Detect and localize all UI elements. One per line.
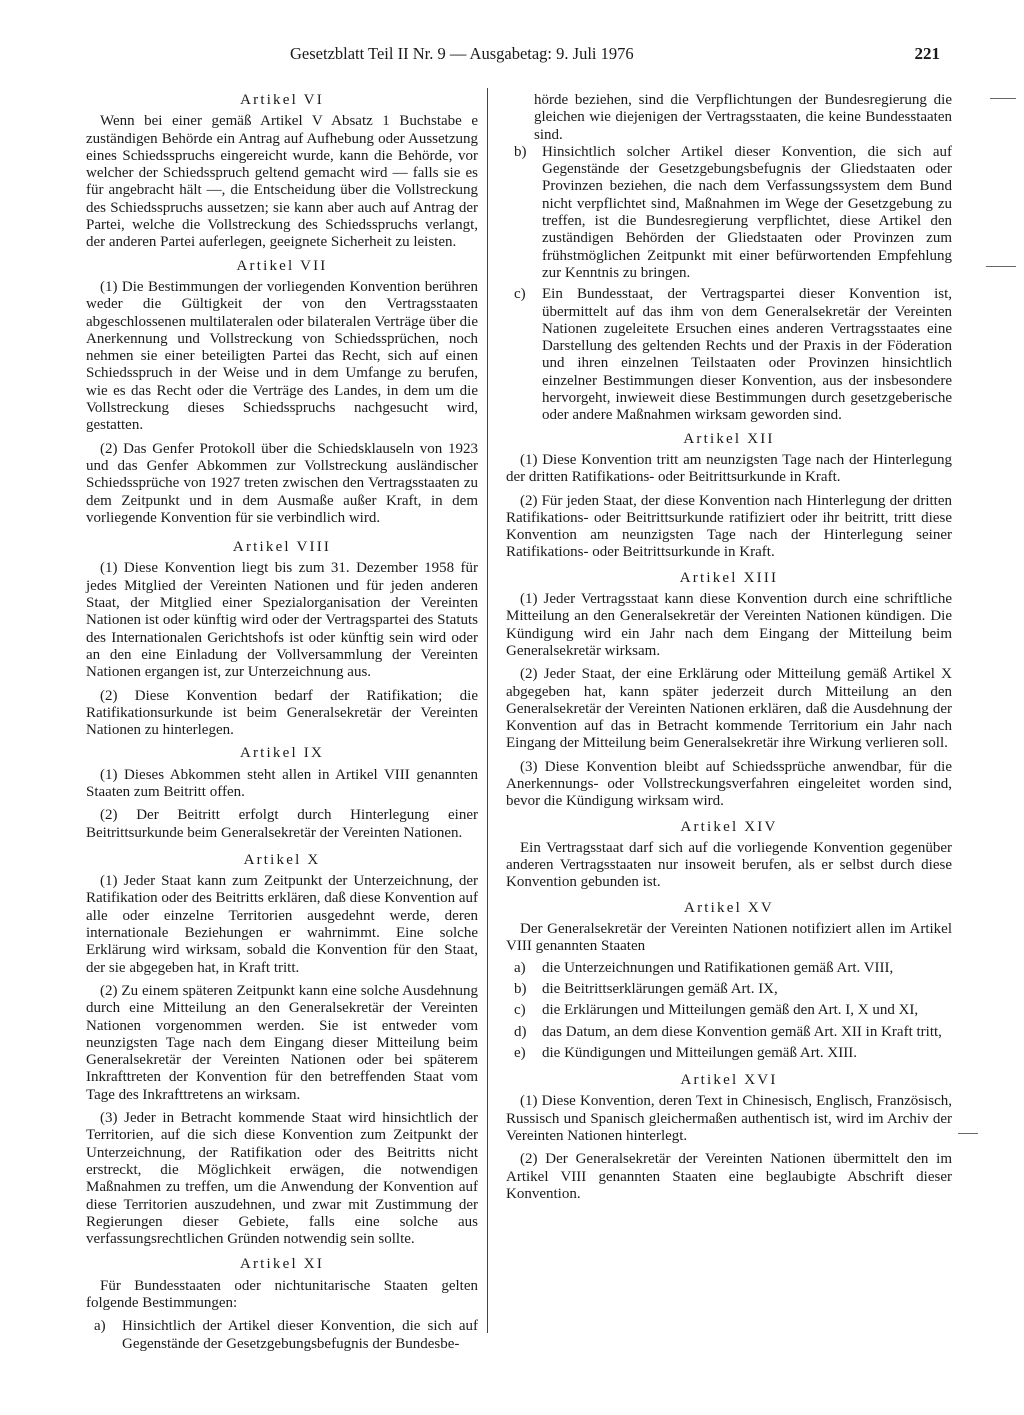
item-text: Ein Bundesstaat, der Vertragspartei dieser Konvention ist, übermittelt auf das ihm von dem Generalsekretär der Vereinten Nationen zugeleitete Ersuchen eines anderen Vertragsstaates eine Darstellung des geltenden Rechts und der Praxis in der Föderation und ihren einzelnen Teilstaaten oder Provinzen hinsichtlich einzelner Bestimmungen dieser Konvention, aus der insbesondere hervorgeht, inwieweit diese Bestimmungen durch gesetzgeberische oder andere Maßnahmen wirksam geworden sind. xyxy=(542,286,952,424)
item-text: Hinsichtlich solcher Artikel dieser Konvention, die sich auf Gegenstände der Gesetzgebungsbefugnis der Gliedstaaten oder Provinzen beziehen, die nach dem Verfassungssystem dem Bund nicht verpflichtet sind, Maßnahmen im Wege der Gesetzgebung zu treffen, ist die Bundesregierung verpflichtet, diese Artikel den zuständigen Behörden der Gliedstaaten oder Provinzen zum frühstmöglichen Zeitpunkt mit einer befürwortenden Empfehlung zur Kenntnis zu bringen. xyxy=(542,143,952,281)
article-15-item-b xyxy=(506,981,952,998)
article-9-paragraph-1: (1) Dieses Abkommen steht allen in Artikel VIII genannten Staaten zum Beitritt offen. xyxy=(86,766,478,800)
article-16-title: Artikel XVI xyxy=(680,1072,778,1089)
article-11-item-a-continuation: hörde beziehen, sind die Verpflichtungen der Bundesregierung die gleichen wie diejenigen der Vertragsstaaten, die keine Bundesstaaten sind. xyxy=(534,92,952,143)
article-8-title: Artikel VIII xyxy=(232,539,332,556)
article-13-paragraph-3: (3) Diese Konvention bleibt auf Schiedssprüche anwendbar, für die Anerkennungs- oder Vollstreckungsverfahren eingeleitet worden sind, bevor die Kündigung wirksam wird. xyxy=(506,758,952,810)
scan-mark xyxy=(958,1133,978,1134)
item-label: d) xyxy=(514,1023,527,1040)
article-9-paragraph-2: (2) Der Beitritt erfolgt durch Hinterlegung einer Beitrittsurkunde beim Generalsekretär der Vereinten Nationen. xyxy=(86,807,478,841)
item-text: das Datum, an dem diese Konvention gemäß Art. XII in Kraft tritt, xyxy=(542,1023,942,1040)
article-16-paragraph-1: (1) Diese Konvention, deren Text in Chinesisch, Englisch, Französisch, Russisch und Spanisch gleichermaßen authentisch ist, wird im Archiv der Vereinten Nationen hinterlegt. xyxy=(506,1093,952,1145)
article-12-title: Artikel XII xyxy=(683,430,775,447)
article-11-title: Artikel XI xyxy=(239,1256,325,1273)
item-label: c) xyxy=(514,286,526,303)
article-10-paragraph-2: (2) Zu einem späteren Zeitpunkt kann eine solche Ausdehnung durch eine Mitteilung an den Generalsekretär der Vereinten Nationen vorgenommen werden. Sie ist entweder vom neunzigsten Tage nach dem Eingang dieser Mitteilung beim Generalsekretär der Vereinten Nationen oder bei späterem Inkrafttreten der Konvention für den betreffenden Staat vom Tage des Inkrafttretens an wirksam. xyxy=(86,982,478,1103)
article-13-title: Artikel XIII xyxy=(679,569,779,586)
item-label: c) xyxy=(514,1002,526,1019)
article-8-paragraph-1: (1) Diese Konvention liegt bis zum 31. Dezember 1958 für jedes Mitglied der Vereinten Nationen und für jeden anderen Staat, der Mitglied einer Spezialorganisation der Vereinten Nationen ist oder künftig wird oder der Vertragspartei des Statuts des Internationalen Gerichtshofs ist oder künftig sein wird oder an den eine Einladung der Vollversammlung der Vereinten Nationen ergangen ist, zur Unterzeichnung aus. xyxy=(86,560,478,681)
article-7-paragraph-2: (2) Das Genfer Protokoll über die Schiedsklauseln von 1923 und das Genfer Abkommen zur Vollstreckung ausländischer Schiedssprüche von 1927 treten zwischen den Vertragsstaaten zu dem Zeitpunkt und in dem Ausmaße außer Kraft, in dem vorliegende Konvention für sie verbindlich wird. xyxy=(86,440,478,526)
item-label: a) xyxy=(514,959,526,976)
item-label: b) xyxy=(514,143,527,160)
article-15-intro: Der Generalsekretär der Vereinten Nationen notifiziert allen im Artikel VIII genannten Staaten xyxy=(506,921,952,955)
article-11-item-b xyxy=(506,144,952,282)
header-title: Gesetzblatt Teil II Nr. 9 — Ausgabetag: 9. Juli 1976 xyxy=(290,44,634,63)
article-13-paragraph-1: (1) Jeder Vertragsstaat kann diese Konvention durch eine schriftliche Mitteilung an den Generalsekretär der Vereinten Nationen kündigen. Die Kündigung wird ein Jahr nach dem Eingang der Mitteilung beim Generalsekretär wirksam. xyxy=(506,591,952,659)
article-10-title: Artikel X xyxy=(243,851,321,868)
article-7-title: Artikel VII xyxy=(236,257,328,274)
article-14-title: Artikel XIV xyxy=(680,818,778,835)
column-divider xyxy=(487,88,488,1333)
right-column xyxy=(506,92,952,1209)
article-6-text: Wenn bei einer gemäß Artikel V Absatz 1 Buchstabe e zuständigen Behörde ein Antrag auf Aufhebung oder Aussetzung eines Schiedsspruchs eingereicht wurde, kann die Behörde, vor welcher der Schiedsspruch geltend gemacht wird — falls sie es für angebracht hält —, die Entscheidung über die Vollstreckung des Schiedsspruchs aussetzen; sie kann aber auch auf Antrag der Partei, welche die Vollstreckung des Schiedsspruchs verlangt, der anderen Partei auferlegen, geeignete Sicherheit zu leisten. xyxy=(86,113,478,251)
left-column xyxy=(86,92,478,1357)
article-15-title: Artikel XV xyxy=(684,899,774,916)
item-text: die Unterzeichnungen und Ratifikationen gemäß Art. VIII, xyxy=(542,959,894,976)
article-12-paragraph-1: (1) Diese Konvention tritt am neunzigsten Tage nach der Hinterlegung der dritten Ratifikations- oder Beitrittsurkunde in Kraft. xyxy=(506,451,952,486)
article-7-paragraph-1: (1) Die Bestimmungen der vorliegenden Konvention berühren weder die Gültigkeit der von den Vertragsstaaten abgeschlossenen multilateralen oder bilateralen Verträge über die Anerkennung und Vollstreckung von Schiedssprüchen, noch nehmen sie einer beteiligten Partei das Recht, sich auf einen Schiedsspruch in der Weise und in dem Umfange zu berufen, wie es das Recht oder die Verträge des Landes, in dem um die Vollstreckung dieses Schiedsspruchs nachgesucht wird, gestatten. xyxy=(86,278,478,434)
scan-mark xyxy=(990,98,1016,99)
article-16-paragraph-2: (2) Der Generalsekretär der Vereinten Nationen übermittelt den im Artikel VIII genannten Staaten eine beglaubigte Abschrift dieser Konvention. xyxy=(506,1151,952,1202)
article-11-item-c xyxy=(506,286,952,424)
item-label: b) xyxy=(514,980,527,997)
article-14-text: Ein Vertragsstaat darf sich auf die vorliegende Konvention gegenüber anderen Vertragsstaaten nur insoweit berufen, als er selbst durch diese Konvention gebunden ist. xyxy=(506,839,952,891)
article-6-title: Artikel VI xyxy=(240,92,324,108)
item-label: e) xyxy=(514,1044,526,1061)
article-10-paragraph-3: (3) Jeder in Betracht kommende Staat wird hinsichtlich der Territorien, auf die sich diese Konvention zum Zeitpunkt der Unterzeichnung, der Ratifikation oder des Beitritts nicht erstreckt, die Möglichkeit erwägen, die notwendigen Maßnahmen zu treffen, um die Anwendung der Konvention auf diese Territorien auszudehnen, und zwar mit Zustimmung der Regierungen dieser Gebiete, falls eine solche aus verfassungsrechtlichen Gründen notwendig sein sollte. xyxy=(86,1110,478,1248)
article-9-title: Artikel IX xyxy=(239,745,325,762)
page-number: 221 xyxy=(914,44,940,63)
article-15-item-d xyxy=(506,1024,952,1041)
item-text: die Kündigungen und Mitteilungen gemäß Art. XIII. xyxy=(542,1044,857,1061)
article-8-paragraph-2: (2) Diese Konvention bedarf der Ratifikation; die Ratifikationsurkunde ist beim Generalsekretär der Vereinten Nationen zu hinterlegen. xyxy=(86,687,478,739)
article-13-paragraph-2: (2) Jeder Staat, der eine Erklärung oder Mitteilung gemäß Artikel X abgegeben hat, kann später jederzeit durch Mitteilung an den Generalsekretär der Vereinten Nationen erklären, daß die Ausdehnung der Konvention auf das in Betracht kommende Territorium ein Jahr nach Eingang der Mitteilung beim Generalsekretär ihre Wirkung verlieren soll. xyxy=(506,666,952,752)
item-text: Hinsichtlich der Artikel dieser Konvention, die sich auf Gegenstände der Gesetzgebungsbefugnis der Bundesbe- xyxy=(122,1318,478,1352)
article-15-item-a xyxy=(506,960,952,977)
page-header xyxy=(290,44,940,68)
article-15-item-c xyxy=(506,1002,952,1019)
article-10-paragraph-1: (1) Jeder Staat kann zum Zeitpunkt der Unterzeichnung, der Ratifikation oder des Beitritts erklären, daß diese Konvention auf alle oder einzelne Territorien ausgedehnt werde, deren internationale Beziehungen er wahrnimmt. Eine solche Erklärung wird wirksam, sobald die Konvention für den Staat, der sie abgegeben hat, in Kraft tritt. xyxy=(86,873,478,976)
item-text: die Beitrittserklärungen gemäß Art. IX, xyxy=(542,980,778,997)
scan-mark xyxy=(986,266,1016,267)
article-15-item-e xyxy=(506,1045,952,1062)
article-12-paragraph-2: (2) Für jeden Staat, der diese Konvention nach Hinterlegung der dritten Ratifikations- oder Beitrittsurkunde ratifiziert oder ihr beitritt, tritt diese Konvention am neunzigsten Tage nach der Hinterlegung seiner Ratifikations- oder Beitrittsurkunde in Kraft. xyxy=(506,492,952,561)
article-11-intro: Für Bundesstaaten oder nichtunitarische Staaten gelten folgende Bestimmungen: xyxy=(86,1277,478,1311)
item-label: a) xyxy=(94,1318,106,1335)
item-text: die Erklärungen und Mitteilungen gemäß den Art. I, X und XI, xyxy=(542,1002,919,1019)
article-11-item-a xyxy=(86,1318,478,1353)
